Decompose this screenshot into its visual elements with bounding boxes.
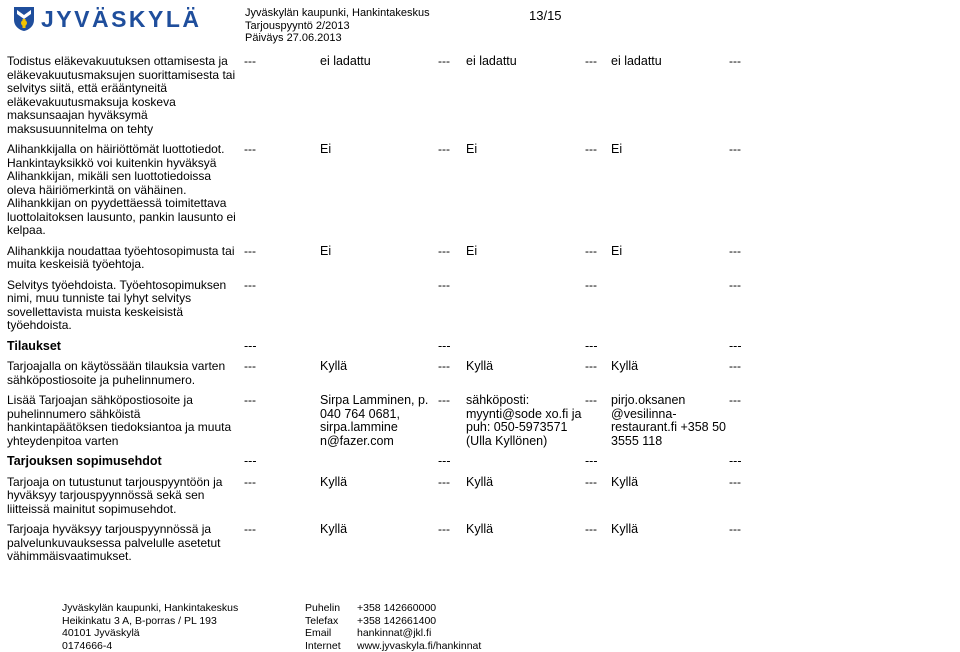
footer-business-id: 0174666-4 [62,640,238,652]
supplier-value [320,340,438,354]
separator-dashes: --- [585,523,611,564]
separator-dashes: --- [585,360,611,387]
footer-address [62,602,238,652]
supplier-value [466,340,585,354]
header-organization: Jyväskylän kaupunki, Hankintakeskus [245,7,430,20]
separator-dashes: --- [438,279,466,333]
separator-dashes: --- [729,143,759,238]
separator-dashes: --- [729,245,759,272]
supplier-value: Sirpa Lamminen, p. 040 764 0681, sirpa.lammine n@fazer.com [320,394,438,448]
separator-dashes: --- [729,55,759,136]
separator-dashes: --- [438,394,466,448]
footer-website: www.jyvaskyla.fi/hankinnat [357,640,481,652]
requirement-label: Tarjoaja on tutustunut tarjouspyyntöön ja hyväksyy tarjouspyynnössä sekä sen liitteissä mainitut sopimusehdot. [7,476,240,517]
supplier-value: Kyllä [466,476,585,517]
footer-email: hankinnat@jkl.fi [357,627,431,639]
table-row [7,455,952,469]
table-row [7,394,952,448]
supplier-value: Ei [320,245,438,272]
footer-fax: +358 142661400 [357,615,436,627]
supplier-value [611,455,729,469]
separator-dashes: --- [729,394,759,448]
separator-dashes: --- [438,360,466,387]
separator-dashes: --- [240,279,320,333]
supplier-value [466,455,585,469]
separator-dashes: --- [240,394,320,448]
footer-phone: +358 142660000 [357,602,436,614]
supplier-value: Kyllä [611,523,729,564]
footer-address-line: Jyväskylän kaupunki, Hankintakeskus [62,602,238,615]
separator-dashes: --- [585,455,611,469]
separator-dashes: --- [729,360,759,387]
requirement-label: Lisää Tarjoajan sähköpostiosoite ja puhelinnumero sähköistä hankintapäätöksen tiedoksiantoa ja muuta yhteydenpitoa varten [7,394,240,448]
requirement-label: Alihankkijalla on häiriöttömät luottotiedot. Hankintayksikkö voi kuitenkin hyväksyä Alihankkijan, mikäli sen luottotiedoissa oleva häiriömerkintä on vähäinen. Alihankkijan on pyydettäessä toimitettava luottolaitoksen lausunto, pankin lausunto ei kelpaa. [7,143,240,238]
footer-address-line: Heikinkatu 3 A, B-porras / PL 193 [62,615,238,628]
supplier-value: Kyllä [466,523,585,564]
supplier-value: Ei [611,245,729,272]
supplier-value: Kyllä [320,360,438,387]
table-row [7,55,952,136]
separator-dashes: --- [585,55,611,136]
jyvaskyla-logo [13,6,202,32]
separator-dashes: --- [729,340,759,354]
requirement-label: Tarjoajalla on käytössään tilauksia varten sähköpostiosoite ja puhelinnumero. [7,360,240,387]
city-crest-icon [13,6,35,32]
header-date: Päiväys 27.06.2013 [245,32,430,45]
separator-dashes: --- [585,279,611,333]
table-row [7,245,952,272]
supplier-value: ei ladattu [466,55,585,136]
separator-dashes: --- [438,143,466,238]
supplier-value: Kyllä [611,476,729,517]
separator-dashes: --- [438,55,466,136]
section-heading: Tarjouksen sopimusehdot [7,455,240,469]
comparison-table [7,55,952,571]
table-row [7,143,952,238]
requirement-label: Selvitys työehdoista. Työehtosopimuksen nimi, muu tunniste tai lyhyt selvitys sovellettavista muista keskeisistä työehdoista. [7,279,240,333]
separator-dashes: --- [585,143,611,238]
supplier-value: Ei [320,143,438,238]
supplier-value [611,279,729,333]
separator-dashes: --- [240,340,320,354]
supplier-value: Kyllä [611,360,729,387]
separator-dashes: --- [438,476,466,517]
separator-dashes: --- [729,523,759,564]
separator-dashes: --- [438,245,466,272]
separator-dashes: --- [240,55,320,136]
document-header [245,7,430,45]
footer-address-line: 40101 Jyväskylä [62,627,238,640]
separator-dashes: --- [729,455,759,469]
requirement-label: Todistus eläkevakuutuksen ottamisesta ja eläkevakuutusmaksujen suorittamisesta tai selvitys siitä, että erääntyneitä eläkevakuutusmaksuja koskeva maksunsaajan hyväksymä maksusuunnitelma on tehty [7,55,240,136]
requirement-label: Alihankkija noudattaa työehtosopimusta tai muita keskeisiä työehtoja. [7,245,240,272]
table-row [7,523,952,564]
footer-contact-label: Email [305,627,357,640]
section-heading: Tilaukset [7,340,240,354]
supplier-value: ei ladattu [611,55,729,136]
separator-dashes: --- [585,245,611,272]
separator-dashes: --- [240,476,320,517]
page-number: 13/15 [529,8,562,23]
supplier-value: ei ladattu [320,55,438,136]
separator-dashes: --- [240,245,320,272]
supplier-value: pirjo.oksanen @vesilinna-restaurant.fi +358 50 3555 118 [611,394,729,448]
separator-dashes: --- [729,279,759,333]
separator-dashes: --- [438,340,466,354]
separator-dashes: --- [585,340,611,354]
footer-contact-label: Internet [305,640,357,652]
logo-text: JYVÄSKYLÄ [41,6,202,32]
supplier-value: Kyllä [320,523,438,564]
supplier-value [320,279,438,333]
supplier-value: Ei [611,143,729,238]
header-tender: Tarjouspyyntö 2/2013 [245,20,430,33]
supplier-value: sähköposti: myynti@sode xo.fi ja puh: 050-5973571 (Ulla Kyllönen) [466,394,585,448]
separator-dashes: --- [240,523,320,564]
separator-dashes: --- [585,394,611,448]
separator-dashes: --- [585,476,611,517]
table-row [7,340,952,354]
supplier-value [466,279,585,333]
separator-dashes: --- [240,143,320,238]
supplier-value: Kyllä [320,476,438,517]
supplier-value [611,340,729,354]
separator-dashes: --- [240,455,320,469]
separator-dashes: --- [438,455,466,469]
table-row [7,476,952,517]
requirement-label: Tarjoaja hyväksyy tarjouspyynnössä ja palvelunkuvauksessa palvelulle asetetut vähimmäisvaatimukset. [7,523,240,564]
supplier-value [320,455,438,469]
footer-contact-label: Puhelin [305,602,357,615]
separator-dashes: --- [729,476,759,517]
separator-dashes: --- [240,360,320,387]
footer-contacts [305,602,481,652]
footer-contact-label: Telefax [305,615,357,628]
supplier-value: Kyllä [466,360,585,387]
table-row [7,279,952,333]
supplier-value: Ei [466,245,585,272]
supplier-value: Ei [466,143,585,238]
separator-dashes: --- [438,523,466,564]
table-row [7,360,952,387]
